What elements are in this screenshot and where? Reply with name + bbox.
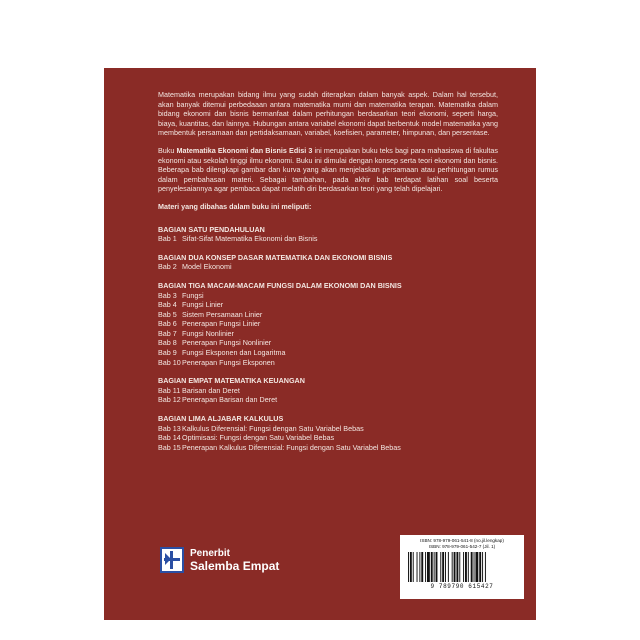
- barcode-bar: [463, 552, 464, 582]
- contents-part: [158, 253, 498, 272]
- barcode-bar: [485, 552, 486, 582]
- contents-heading: Materi yang dibahas dalam buku ini meliputi:: [158, 201, 312, 211]
- chapter-number: Bab 3: [158, 290, 177, 300]
- publisher-line-2: Salemba Empat: [190, 559, 280, 573]
- chapter-title: Model Ekonomi: [182, 262, 232, 272]
- chapter-number: Bab 12: [158, 395, 181, 405]
- part-title: BAGIAN EMPAT MATEMATIKA KEUANGAN: [158, 376, 305, 386]
- part-title: BAGIAN DUA KONSEP DASAR MATEMATIKA DAN EKONOMI BISNIS: [158, 252, 393, 262]
- barcode-bar: [445, 552, 446, 582]
- chapter-number: Bab 9: [158, 348, 177, 358]
- isbn-barcode-block: [400, 535, 524, 599]
- chapter-title: Penerapan Kalkulus Diferensial: Fungsi dengan Satu Variabel Bebas: [182, 442, 401, 452]
- barcode-bar: [421, 552, 423, 582]
- publisher-logo-block: [160, 547, 279, 573]
- book-back-cover: [104, 68, 536, 620]
- barcode-bar: [436, 552, 438, 582]
- barcode-bar: [419, 552, 420, 582]
- chapter-title: Barisan dan Deret: [182, 385, 240, 395]
- publisher-line-1: Penerbit: [190, 548, 231, 559]
- barcode-bar: [410, 552, 412, 582]
- chapter-number: Bab 13: [158, 423, 181, 433]
- chapter-number: Bab 15: [158, 442, 181, 452]
- chapter-title: Penerapan Fungsi Eksponen: [182, 357, 275, 367]
- barcode-bar: [442, 552, 444, 582]
- barcode-bar: [471, 552, 473, 582]
- chapter-title: Kalkulus Diferensial: Fungsi dengan Satu Variabel Bebas: [182, 423, 364, 433]
- isbn-line-2: ISBN: 978-979-061-542-7 (Jil. 1): [428, 544, 496, 549]
- chapter-item: [158, 291, 498, 301]
- publisher-name: [190, 548, 279, 572]
- barcode-bar: [479, 552, 481, 582]
- chapter-number: Bab 6: [158, 319, 177, 329]
- barcode-bar: [448, 552, 449, 582]
- description-paragraph-2: [158, 146, 498, 194]
- chapter-item: [158, 234, 498, 244]
- chapter-item: [158, 329, 498, 339]
- chapter-title: Optimisasi: Fungsi dengan Satu Variabel Bebas: [182, 433, 335, 443]
- chapter-item: [158, 262, 498, 272]
- chapter-item: [158, 310, 498, 320]
- chapter-item: [158, 386, 498, 396]
- barcode-bar: [434, 552, 435, 582]
- chapter-item: [158, 395, 498, 405]
- chapter-item: [158, 348, 498, 358]
- cover-content: [158, 90, 498, 461]
- chapter-number: Bab 7: [158, 328, 177, 338]
- chapter-number: Bab 11: [158, 385, 181, 395]
- barcode-bar: [417, 552, 418, 582]
- table-of-contents: [158, 225, 498, 453]
- chapter-item: [158, 338, 498, 348]
- barcode-bar: [425, 552, 426, 582]
- chapter-title: Penerapan Fungsi Nonlinier: [182, 338, 272, 348]
- barcode-bar: [408, 552, 409, 582]
- chapter-number: Bab 8: [158, 338, 177, 348]
- barcode-image: [406, 552, 518, 582]
- barcode-bar: [413, 552, 414, 582]
- part-title: BAGIAN SATU PENDAHULUAN: [158, 224, 265, 234]
- part-title: BAGIAN TIGA MACAM-MACAM FUNGSI DALAM EKONOMI DAN BISNIS: [158, 280, 402, 290]
- salemba-empat-logo-icon: [160, 547, 184, 573]
- barcode-digits: 9 789790 615427: [430, 583, 494, 590]
- chapter-item: [158, 319, 498, 329]
- chapter-title: Sistem Persamaan Linier: [182, 309, 263, 319]
- chapter-title: Sifat-Sifat Matematika Ekonomi dan Bisnis: [182, 234, 318, 244]
- barcode-bar: [454, 552, 456, 582]
- chapter-number: Bab 2: [158, 262, 177, 272]
- barcode-bar: [440, 552, 441, 582]
- barcode-bar: [427, 552, 430, 582]
- chapter-item: [158, 424, 498, 434]
- barcode-bar: [452, 552, 453, 582]
- chapter-number: Bab 1: [158, 234, 177, 244]
- chapter-number: Bab 4: [158, 300, 177, 310]
- description-paragraph-1: Matematika merupakan bidang ilmu yang sudah diterapkan dalam banyak aspek. Dalam hal tersebut, akan banyak ditemui perbedaaan antara matematika murni dan matematika terapan. Matematika dalam bidang ekonomi dan bisnis bermanfaat dalam perhitungan berdasarkan teori ekonomi, seperti harga, biaya, kuantitas, dan lainnya. Hubungan antara variabel ekonomi dapat berbentuk model matematika yang membentuk persamaan dan pertidaksamaan, variabel, koefisien, parameter, himpunan, dan persentase.: [158, 90, 498, 138]
- contents-part: [158, 414, 498, 452]
- chapter-item: [158, 300, 498, 310]
- chapter-title: Fungsi Linier: [182, 300, 224, 310]
- contents-part: [158, 281, 498, 367]
- p2-prefix: Buku: [158, 145, 177, 155]
- chapter-title: Fungsi Nonlinier: [182, 328, 234, 338]
- chapter-number: Bab 5: [158, 309, 177, 319]
- chapter-title: Penerapan Barisan dan Deret: [182, 395, 278, 405]
- chapter-title: Penerapan Fungsi Linier: [182, 319, 261, 329]
- isbn-line-1: ISBN: 978-979-061-541-8 (no.jil.lengkap): [420, 538, 504, 543]
- contents-part: [158, 225, 498, 244]
- barcode-bar: [431, 552, 433, 582]
- chapter-number: Bab 14: [158, 433, 181, 443]
- book-title: Matematika Ekonomi dan Bisnis Edisi 3: [176, 145, 313, 155]
- chapter-item: [158, 443, 498, 453]
- barcode-bar: [456, 552, 458, 582]
- chapter-number: Bab 10: [158, 357, 181, 367]
- contents-part: [158, 376, 498, 405]
- barcode-bar: [465, 552, 467, 582]
- barcode-bar: [475, 552, 478, 582]
- barcode-bar: [474, 552, 475, 582]
- barcode-bar: [482, 552, 483, 582]
- chapter-title: Fungsi: [182, 290, 204, 300]
- part-title: BAGIAN LIMA ALJABAR KALKULUS: [158, 414, 284, 424]
- chapter-title: Fungsi Eksponen dan Logaritma: [182, 348, 286, 358]
- p2-rest: ini merupakan buku teks bagi para mahasiswa di fakultas ekonomi atau sekolah tinggi ilmu ekonomi. Buku ini dimulai dengan konsep serta teori ekonomi dan bisnis. Beberapa bab dilengkapi gambar dan kurva yang akan menjelaskan persamaan atau perhitungan rumus dalam pembahasan materi. Sebagai tambahan, pada akhir bab terdapat latihan soal beserta penyelesaiannya agar pembaca dapat melatih diri berdasarkan teori yang telah dipelajari.: [158, 145, 498, 194]
- chapter-item: [158, 433, 498, 443]
- barcode-bar: [468, 552, 469, 582]
- chapter-item: [158, 358, 498, 368]
- barcode-bar: [459, 552, 460, 582]
